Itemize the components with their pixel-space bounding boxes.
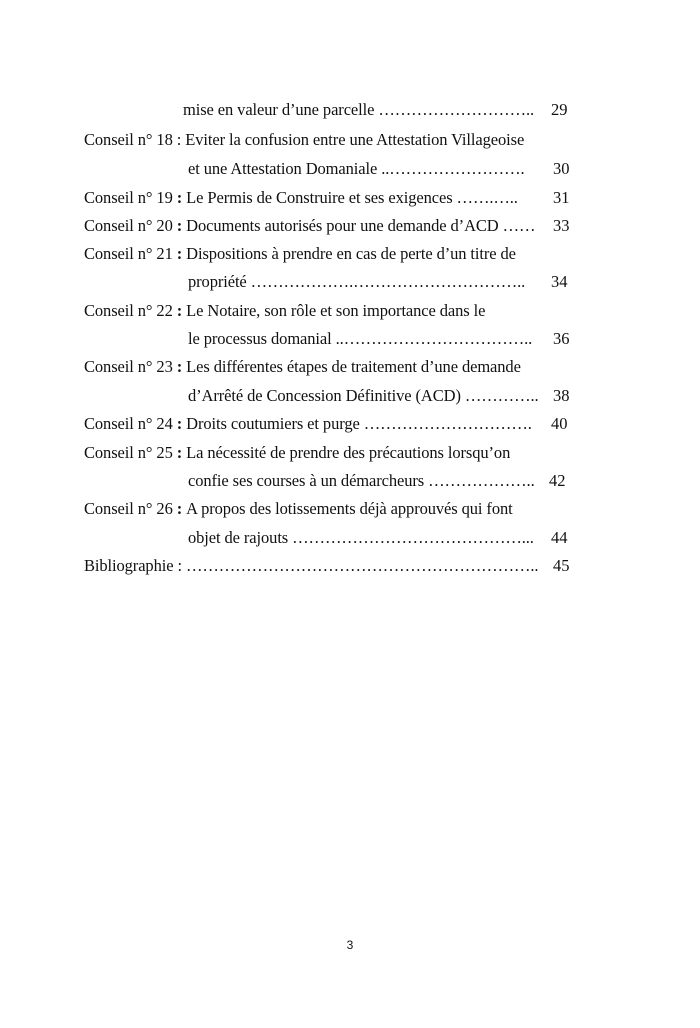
toc-entry-continuation — [188, 159, 525, 179]
toc-page-number: 33 — [553, 216, 570, 235]
toc-page-number: 29 — [551, 100, 568, 119]
toc-entry-separator: : — [176, 188, 187, 207]
toc-entry-continuation — [188, 528, 534, 548]
toc-entry-label: Conseil n° 26 — [84, 499, 177, 518]
toc-entry-text: ……………………………………………………….. — [185, 556, 539, 575]
toc-entry-24 — [84, 414, 532, 434]
toc-entry-label: Conseil n° 24 — [84, 414, 177, 433]
toc-entry-label: Conseil n° 22 — [84, 301, 177, 320]
toc-page-number: 34 — [551, 272, 568, 291]
toc-entry-label: Conseil n° 21 — [84, 244, 177, 263]
toc-entry-label: Conseil n° 23 — [84, 357, 177, 376]
toc-entry-26 — [84, 499, 513, 519]
page-number: 3 — [346, 938, 354, 952]
toc-entry-text: La nécessité de prendre des précautions lorsqu’on — [186, 443, 511, 462]
toc-entry-label: Conseil n° 19 — [84, 188, 177, 207]
toc-entry-continuation — [183, 100, 534, 120]
toc-entry-text: objet de rajouts ……………………………………... — [188, 528, 534, 547]
toc-entry-text: et une Attestation Domaniale ..……………………. — [188, 159, 525, 178]
toc-entry-19 — [84, 188, 518, 208]
toc-entry-label: Bibliographie : — [84, 556, 186, 575]
toc-entry-separator: : — [176, 244, 187, 263]
toc-entry-text: Eviter la confusion entre une Attestation Villageoise — [185, 130, 525, 149]
toc-entry-text: Dispositions à prendre en cas de perte d’un titre de — [186, 244, 516, 263]
toc-page-number: 31 — [553, 188, 570, 207]
toc-entry-text: Droits coutumiers et purge …………………………. — [186, 414, 532, 433]
toc-entry-text: confie ses courses à un démarcheurs ……………….. — [188, 471, 535, 490]
toc-entry-text: le processus domanial ..…………………………….. — [188, 329, 533, 348]
toc-entry-separator: : — [176, 301, 187, 320]
toc-page-number: 30 — [553, 159, 570, 178]
toc-entry-separator: : — [176, 499, 187, 518]
toc-entry-label: Conseil n° 25 — [84, 443, 177, 462]
toc-entry-18 — [84, 130, 524, 150]
toc-entry-21 — [84, 244, 516, 264]
toc-entry-25 — [84, 443, 510, 463]
toc-entry-text: propriété ……………….………………………….. — [188, 272, 526, 291]
toc-entry-text: Les différentes étapes de traitement d’une demande — [186, 357, 521, 376]
toc-entry-separator: : — [176, 216, 187, 235]
toc-entry-separator: : — [176, 443, 187, 462]
toc-page-number: 36 — [553, 329, 570, 348]
toc-entry-continuation — [188, 471, 535, 491]
toc-entry-separator: : — [176, 414, 187, 433]
toc-entry-label: Conseil n° 18 : — [84, 130, 186, 149]
toc-entry-bibliography — [84, 556, 538, 576]
toc-entry-continuation — [188, 386, 539, 406]
toc-page-number: 42 — [549, 471, 566, 490]
toc-entry-text: Documents autorisés pour une demande d’ACD …… — [186, 216, 536, 235]
toc-entry-continuation — [188, 272, 525, 292]
toc-entry-23 — [84, 357, 521, 377]
toc-page-number: 38 — [553, 386, 570, 405]
toc-entry-text: Le Notaire, son rôle et son importance dans le — [186, 301, 486, 320]
toc-entry-label: Conseil n° 20 — [84, 216, 177, 235]
toc-entry-continuation — [188, 329, 532, 349]
toc-entry-text: mise en valeur d’une parcelle ……………………….. — [183, 100, 535, 119]
toc-entry-separator: : — [176, 357, 187, 376]
toc-entry-text: d’Arrêté de Concession Définitive (ACD) ………….. — [188, 386, 539, 405]
toc-entry-20 — [84, 216, 535, 236]
toc-page-number: 45 — [553, 556, 570, 575]
toc-page-number: 44 — [551, 528, 568, 547]
toc-entry-text: A propos des lotissements déjà approuvés qui font — [186, 499, 513, 518]
toc-page-number: 40 — [551, 414, 568, 433]
toc-entry-22 — [84, 301, 485, 321]
toc-entry-text: Le Permis de Construire et ses exigences …….….. — [186, 188, 518, 207]
